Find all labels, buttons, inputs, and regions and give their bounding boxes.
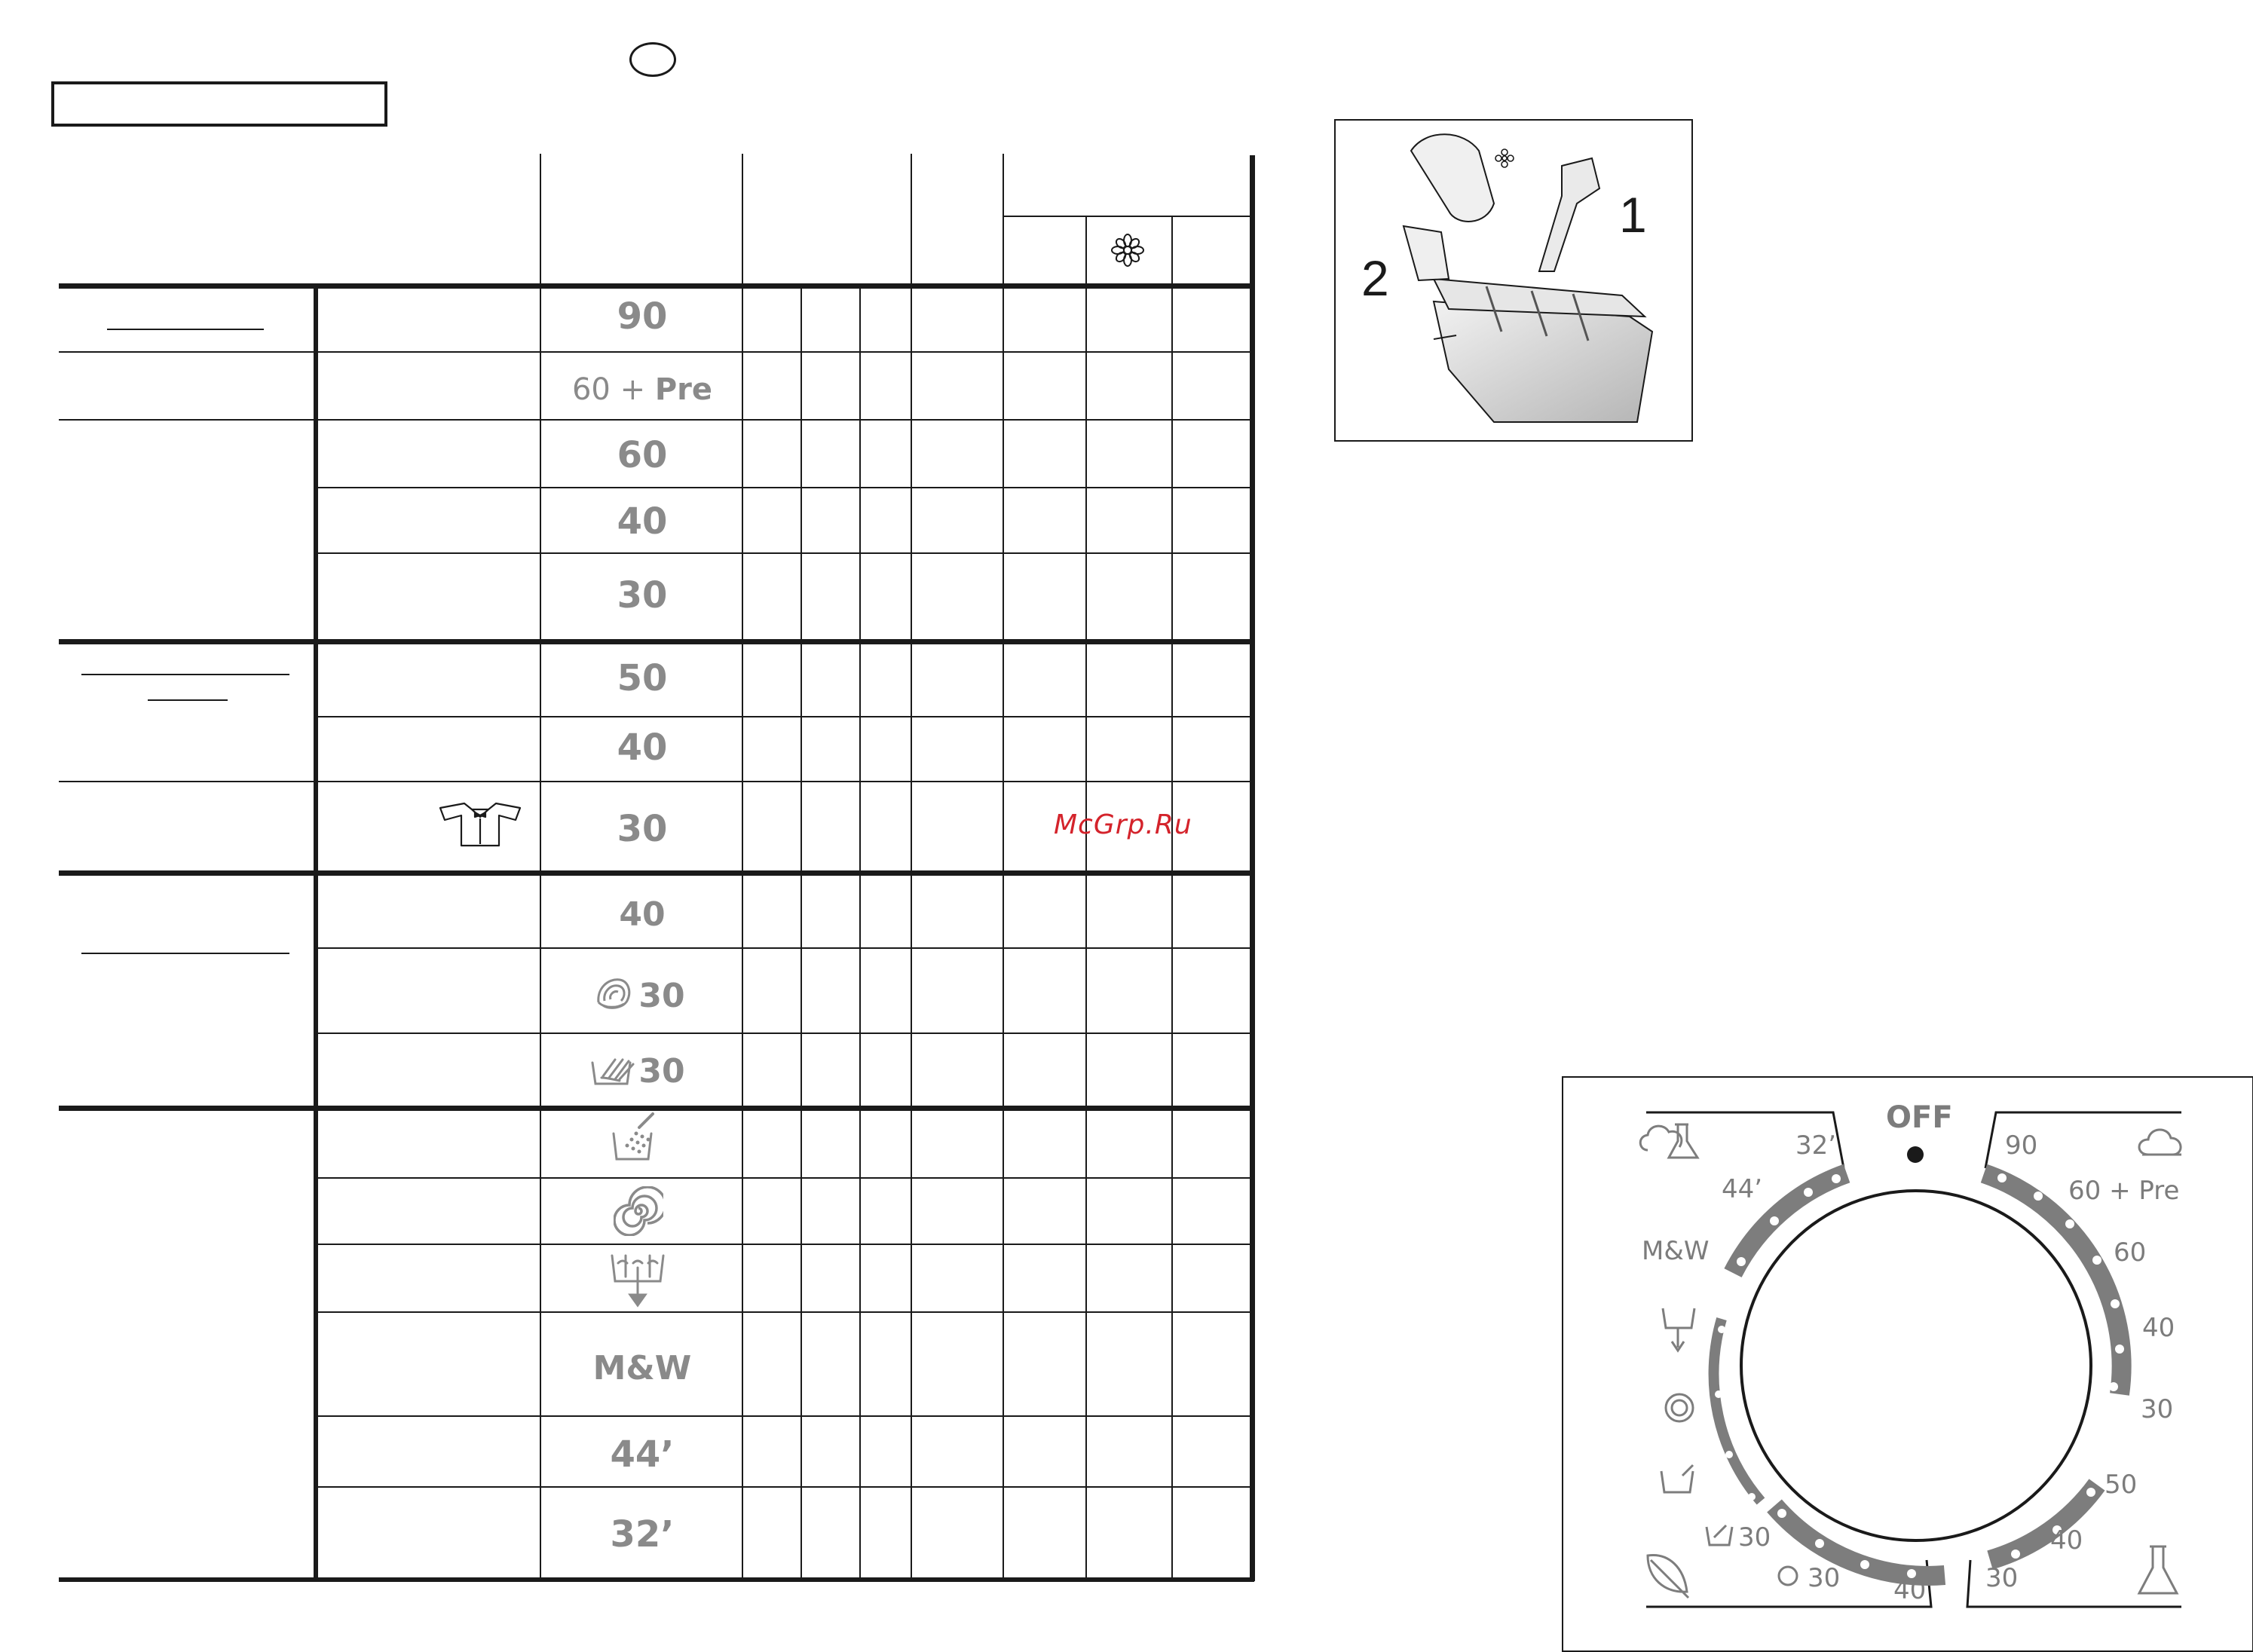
- program-40: 40: [617, 500, 668, 543]
- dial-label-50: 50: [2105, 1470, 2138, 1500]
- group-line: [59, 351, 317, 353]
- dial-label-delicate-40: 40: [1893, 1575, 1927, 1605]
- leaf-icon: [1648, 1555, 1688, 1598]
- row-line: [317, 947, 1254, 949]
- program-60: 60: [617, 434, 668, 476]
- group-line: [59, 419, 317, 421]
- dial-label-90: 90: [2005, 1130, 2038, 1161]
- dial-label-mw: M&W: [1642, 1236, 1710, 1266]
- program-44: 44’: [610, 1433, 675, 1476]
- drawer-label-1: 1: [1619, 187, 1647, 243]
- row-line: [317, 1177, 1254, 1179]
- group-underline: [148, 699, 228, 701]
- program-synthetic-50: 50: [617, 657, 668, 699]
- row-line: [317, 552, 1254, 554]
- row-line: [317, 487, 1254, 488]
- drain-icon: [1663, 1308, 1694, 1351]
- row-line: [317, 1032, 1254, 1034]
- col-line: [911, 154, 912, 1580]
- program-shirt-30: 30: [617, 808, 668, 850]
- col-line-thick: [314, 286, 318, 1580]
- program-60-pre-plus: +: [610, 372, 655, 407]
- dial-off-label: OFF: [1886, 1100, 1953, 1135]
- dial-label-60: 60: [2114, 1237, 2147, 1268]
- row-line: [317, 1415, 1254, 1417]
- group-underline: [107, 329, 264, 330]
- program-90: 90: [617, 295, 668, 338]
- flower-softener-icon: [1111, 234, 1144, 267]
- dial-label-40-low: 40: [2050, 1525, 2083, 1556]
- row-line: [317, 419, 1254, 421]
- title-box: [51, 81, 387, 127]
- wool-icon: [594, 974, 633, 1013]
- program-32: 32’: [610, 1513, 675, 1556]
- rinse-shower-icon: [1661, 1465, 1693, 1492]
- cloud-icon: [2139, 1130, 2181, 1155]
- table-thick-rule: [59, 1106, 1254, 1111]
- wool-icon: [1779, 1567, 1797, 1585]
- table-thick-rule: [59, 1577, 1254, 1582]
- hand-wash-icon: [589, 1049, 636, 1088]
- table-thick-rule: [59, 870, 1254, 876]
- program-delicate-40: 40: [619, 895, 666, 934]
- program-handwash-30: 30: [638, 1052, 685, 1091]
- cotton-cloud-flask-icon: [1640, 1124, 1697, 1158]
- col-line: [1085, 216, 1087, 1580]
- row-line: [317, 1311, 1254, 1313]
- col-line: [859, 286, 861, 1580]
- table-thick-rule: [59, 283, 1254, 289]
- row-line: [317, 351, 1254, 353]
- col-line: [800, 286, 802, 1580]
- program-mw: M&W: [592, 1349, 692, 1387]
- spin-spiral-icon: [1666, 1394, 1693, 1421]
- dial-label-60-pre: 60 + Pre: [2068, 1176, 2180, 1206]
- col-line: [1003, 154, 1004, 1580]
- language-circle: [629, 42, 676, 77]
- dial-label-44: 44’: [1722, 1174, 1763, 1204]
- drawer-illustration: [1336, 121, 1691, 440]
- group-line: [59, 781, 317, 782]
- dial-label-32: 32’: [1795, 1130, 1837, 1161]
- drawer-figure: [1334, 119, 1693, 442]
- row-line: [317, 1486, 1254, 1488]
- dial-label-wool-30: 30: [1808, 1563, 1841, 1593]
- row-line: [317, 1244, 1254, 1245]
- table-thick-rule: [59, 639, 1254, 644]
- row-line: [317, 716, 1254, 717]
- dial-label-30: 30: [2141, 1394, 2174, 1424]
- dial-graphic: [1563, 1078, 2252, 1650]
- program-30: 30: [617, 574, 668, 616]
- watermark: McGrp.Ru: [1054, 809, 1192, 840]
- dial-label-30-low: 30: [1985, 1563, 2019, 1593]
- program-60-pre-pre: Pre: [654, 372, 713, 407]
- spin-spiral-icon: [614, 1186, 663, 1236]
- drain-icon: [608, 1251, 668, 1310]
- drawer-label-2: 2: [1361, 250, 1389, 306]
- dial-panel: [1562, 1076, 2253, 1652]
- group-underline: [81, 674, 289, 675]
- dial-label-handwash-30: 30: [1738, 1522, 1771, 1553]
- program-wool-30: 30: [638, 977, 685, 1015]
- row-line: [317, 781, 1254, 782]
- col-line: [1171, 216, 1173, 1580]
- flask-icon: [2139, 1546, 2177, 1593]
- hand-wash-icon: [1707, 1525, 1732, 1545]
- shirt-icon: [437, 800, 523, 849]
- header-sub-line: [1004, 216, 1254, 217]
- rinse-shower-icon: [609, 1111, 666, 1165]
- dial-label-40: 40: [2142, 1313, 2175, 1343]
- program-synthetic-40: 40: [617, 727, 668, 769]
- program-60-pre: [541, 372, 743, 407]
- group-underline: [81, 953, 289, 954]
- program-60-pre-main: 60: [571, 372, 611, 407]
- col-line-thick: [1250, 155, 1255, 1581]
